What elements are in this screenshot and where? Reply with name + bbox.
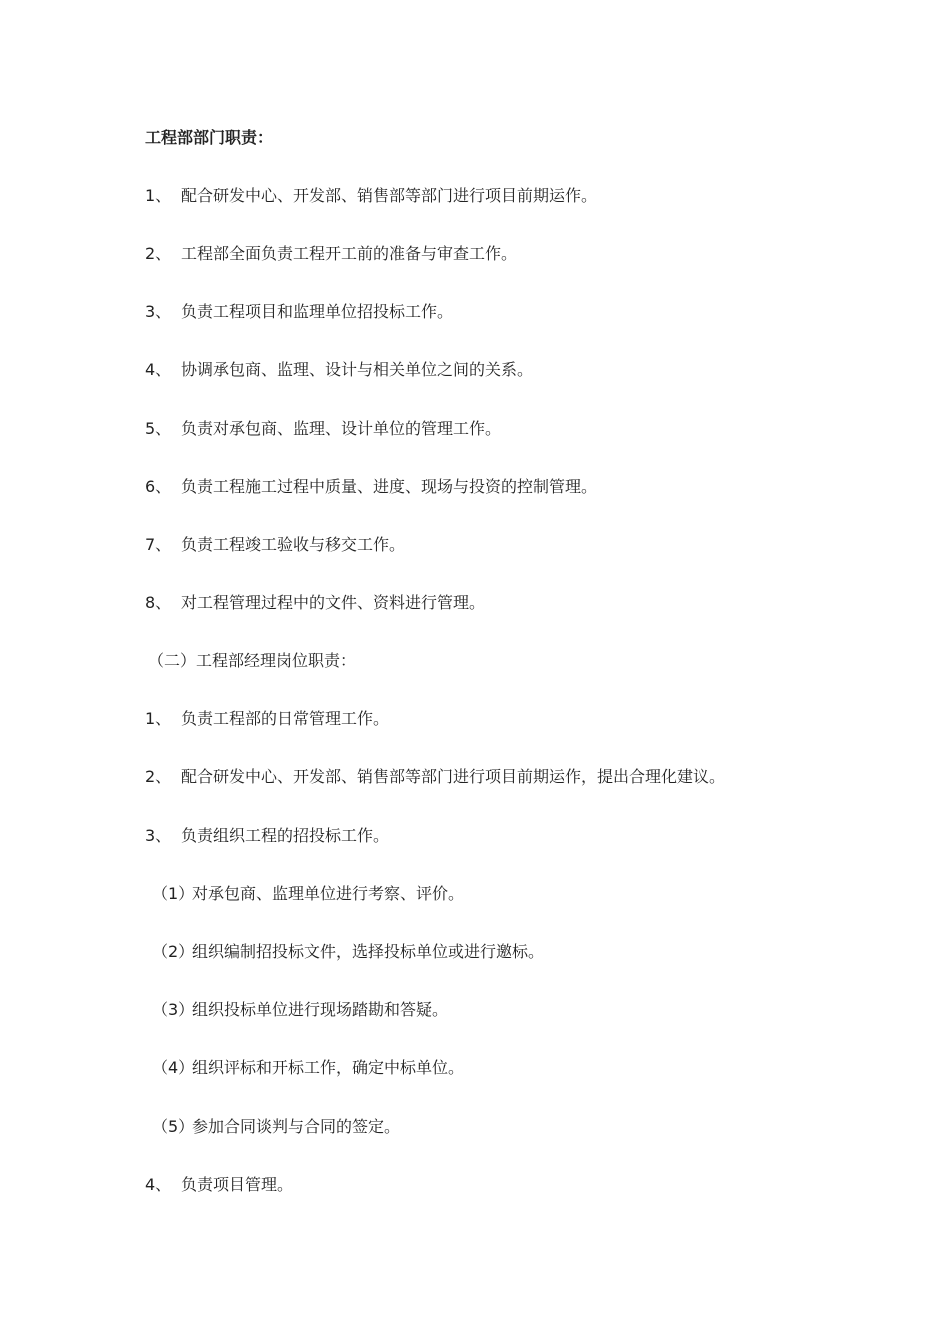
dept-item-1 [145, 186, 597, 206]
item-text: 配合研发中心、开发部、销售部等部门进行项目前期运作。 [181, 186, 598, 205]
page-title: 工程部部门职责： [145, 128, 274, 147]
item-number: 4、 [145, 1175, 172, 1194]
sub-item-5 [152, 1117, 400, 1137]
manager-item-1 [145, 709, 389, 729]
item-text: 对工程管理过程中的文件、资料进行管理。 [181, 593, 486, 612]
item-number: 8、 [145, 593, 172, 612]
sub-item-3 [152, 1000, 448, 1020]
item-text: 负责项目管理。 [181, 1175, 294, 1194]
sub-item-text: 组织评标和开标工作，确定中标单位。 [192, 1058, 465, 1077]
sub-item-number: （5） [152, 1117, 195, 1136]
item-number: 3、 [145, 302, 172, 321]
sub-item-text: 参加合同谈判与合同的签定。 [192, 1117, 401, 1136]
item-number: 3、 [145, 826, 172, 845]
sub-item-number: （3） [152, 1000, 195, 1019]
sub-item-number: （4） [152, 1058, 195, 1077]
dept-item-2 [145, 244, 517, 264]
item-number: 7、 [145, 535, 172, 554]
dept-item-6 [145, 477, 597, 497]
item-number: 5、 [145, 419, 172, 438]
item-number: 1、 [145, 709, 172, 728]
item-number: 6、 [145, 477, 172, 496]
dept-item-5 [145, 419, 501, 439]
item-number: 1、 [145, 186, 172, 205]
sub-item-number: （1） [152, 884, 195, 903]
item-number: 4、 [145, 360, 172, 379]
dept-item-7 [145, 535, 405, 555]
item-text: 负责工程施工过程中质量、进度、现场与投资的控制管理。 [181, 477, 598, 496]
item-text: 配合研发中心、开发部、销售部等部门进行项目前期运作，提出合理化建议。 [181, 767, 726, 786]
sub-item-1 [152, 884, 464, 904]
sub-item-text: 组织投标单位进行现场踏勘和答疑。 [192, 1000, 449, 1019]
item-text: 负责工程项目和监理单位招投标工作。 [181, 302, 454, 321]
item-text: 负责工程部的日常管理工作。 [181, 709, 390, 728]
manager-item-2 [145, 767, 725, 787]
sub-item-text: 组织编制招投标文件，选择投标单位或进行邀标。 [192, 942, 545, 961]
dept-item-4 [145, 360, 533, 380]
section2-heading: （二）工程部经理岗位职责： [148, 651, 357, 670]
item-text: 负责对承包商、监理、设计单位的管理工作。 [181, 419, 502, 438]
item-text: 工程部全面负责工程开工前的准备与审查工作。 [181, 244, 518, 263]
sub-item-text: 对承包商、监理单位进行考察、评价。 [192, 884, 465, 903]
item-text: 协调承包商、监理、设计与相关单位之间的关系。 [181, 360, 534, 379]
item-text: 负责工程竣工验收与移交工作。 [181, 535, 406, 554]
dept-item-8 [145, 593, 485, 613]
sub-item-4 [152, 1058, 464, 1078]
item-text: 负责组织工程的招投标工作。 [181, 826, 390, 845]
manager-item-4 [145, 1175, 293, 1195]
item-number: 2、 [145, 767, 172, 786]
sub-item-2 [152, 942, 544, 962]
sub-item-number: （2） [152, 942, 195, 961]
item-number: 2、 [145, 244, 172, 263]
dept-item-3 [145, 302, 453, 322]
manager-item-3 [145, 826, 389, 846]
